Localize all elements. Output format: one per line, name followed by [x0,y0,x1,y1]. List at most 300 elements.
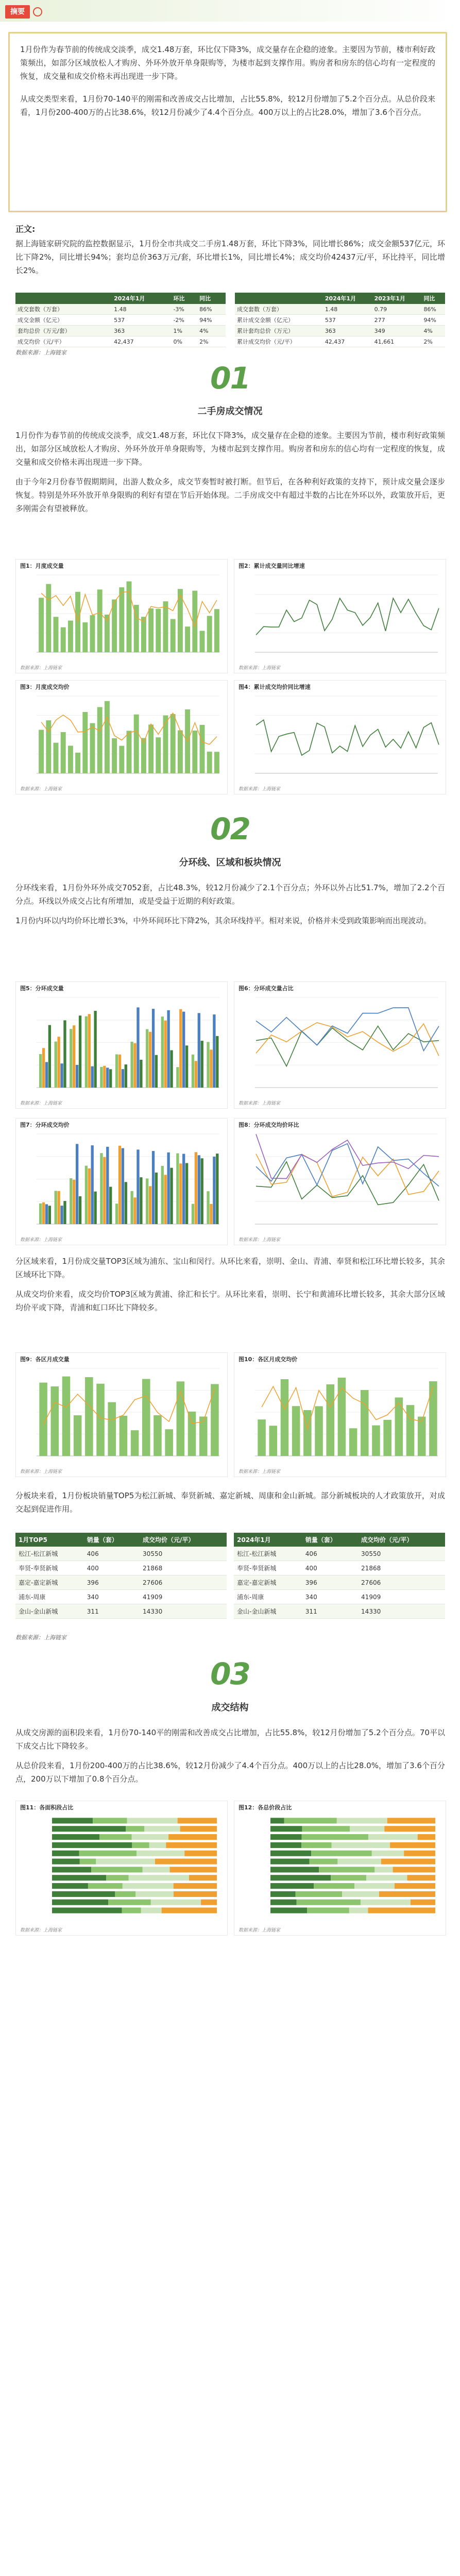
bar [185,1045,188,1088]
section-2-paragraph-1: 分环线来看，1月份外环外成交7052套，占比48.3%，较12月份减少了2.1个百分点；外环以外占比51.7%，增加了2.2个百分点。环线以外成交占比有所增加，或是受益于近期的利好政策。 [15,883,445,906]
section-1-paragraph-2: 由于今年2月份春节假期期间，出游人数众多，成交节奏暂时被打断。但节后，在各种利好政策的支持下，预计成交量会逐步恢复。特别是外环外放开单身限购的利好有望在节后开始体现。二手房成交中有超过半数的占比在外环以外，政策放开后，更多刚需会有望被释放。 [15,477,445,513]
bar [109,1069,112,1088]
bar-segment [270,1818,284,1823]
chart-5-title: 图5：分环成交量 [20,985,64,992]
bar [60,1206,63,1224]
bar-segment [115,1891,135,1897]
stats-left-header-row [15,293,226,304]
bar [140,1177,142,1224]
chart-3-title: 图3：月度成交均价 [20,684,70,690]
bar-segment [368,1908,435,1913]
bar [96,1384,105,1456]
bar [213,1157,215,1224]
top5-left-row [15,1561,227,1575]
bar [88,1014,91,1088]
chart-12 [234,1801,446,1936]
stats-left-cell: 363 [112,326,171,336]
main-label: 正文: [15,224,36,234]
bar [62,1377,71,1456]
bar [207,1191,209,1224]
stats-right-header-cell: 2024年1月 [323,293,372,304]
bar [185,1163,188,1224]
bar [164,1175,167,1224]
bar [207,1042,209,1088]
bar-segment [52,1818,93,1823]
bar [54,617,59,652]
top5-right-cell: 27606 [358,1575,445,1590]
bar [170,1168,173,1224]
bar [372,1426,380,1456]
bar-segment [52,1867,91,1872]
bar [48,1025,51,1088]
series-line [256,1026,439,1066]
bar [211,1384,219,1456]
bar-segment [404,1851,435,1856]
bar [74,1415,82,1456]
bar [100,1067,103,1088]
bar [85,1377,93,1456]
chart-7 [15,1118,228,1245]
bar [176,1067,179,1088]
bar [75,753,80,773]
stats-right-row [235,336,445,347]
stats-left-header-cell [15,293,112,304]
stats-right-header-cell: 2023年1月 [372,293,422,304]
stats-left-cell: -3% [171,304,197,315]
chart-2-source: 数据来源：上海链家 [238,666,281,671]
bar [198,1013,200,1088]
bar-segment [96,1859,155,1865]
stats-table-right [235,293,445,347]
bar-segment [418,1834,435,1840]
chart-1-title: 图1：月度成交量 [20,563,64,569]
bar [207,616,212,652]
bar-segment [162,1908,217,1913]
stats-left-header-cell: 环比 [171,293,197,304]
bar [130,1042,133,1088]
stats-right-row [235,315,445,326]
bar [97,707,103,773]
bar-segment [132,1834,169,1840]
chart-2-title: 图2：累计成交量同比增速 [238,563,305,569]
top5-left-cell: 30550 [140,1547,227,1561]
bar-segment [52,1908,122,1913]
bar-segment [127,1818,178,1823]
bar [115,1054,118,1088]
bar [292,1406,300,1456]
bar [45,1204,48,1224]
bar [179,1163,182,1224]
bar [48,1206,51,1224]
bar [82,622,88,652]
bar-segment [270,1842,301,1848]
chart-1-source: 数据来源：上海链家 [20,666,62,671]
chart-6-title: 图6：分环成交量占比 [238,985,294,992]
top5-right-cell: 30550 [358,1547,445,1561]
bar [106,1147,109,1224]
stats-left-cell: 成交均价（元/平） [15,336,112,347]
top5-left-cell: 340 [84,1590,140,1604]
bar [42,1048,45,1088]
chart-5-source: 数据来源：上海链家 [20,1101,62,1106]
top5-right-row [234,1604,445,1619]
stats-left-cell: 42,437 [112,336,171,347]
bar-segment [52,1900,108,1905]
bar [109,1187,112,1224]
bar [163,601,168,652]
stats-left-cell: 2% [197,336,226,347]
section-2-text-b [15,1255,445,1320]
bar-segment [88,1883,123,1889]
bar-segment [302,1826,350,1832]
bar [192,1204,194,1224]
stats-left-cell: 成交金额（亿元） [15,315,112,326]
bar-segment [270,1875,331,1880]
bar [429,1381,437,1456]
bar [182,1012,185,1088]
bar [188,1412,196,1456]
stats-left-header-cell: 2024年1月 [112,293,171,304]
bar-segment [319,1867,374,1872]
bar-segment [342,1891,379,1897]
bar-segment [393,1867,435,1872]
bar-segment [337,1818,387,1823]
bar [100,1153,103,1224]
section-2-number: 02 [210,811,250,846]
bar [152,1151,155,1224]
bar [326,1384,334,1456]
bar [210,1204,212,1224]
bar [131,1430,139,1456]
stats-left-cell: 成交套数（万套） [15,304,112,315]
chart-8 [234,1118,446,1245]
stats-left-cell: 86% [197,304,226,315]
main-paragraph: 据上海链家研究院的监控数据显示，1月份全市共成交二手房1.48万套，环比下降3%，同比增长86%；成交金额537亿元，环比下降2%，同比增长94%；套均总价363万元/套，环比增长1%，同比增长4%；成交均价42437元/平，环比持平，同比增长2%。 [15,239,445,275]
bar-segment [270,1900,297,1905]
bar [63,1201,66,1224]
bar [154,1415,162,1456]
chart-11 [15,1801,228,1936]
bar-segment [80,1859,96,1865]
bar [108,1402,116,1456]
bar [39,730,44,773]
header-deco-icon [33,7,42,16]
bar-segment [123,1883,174,1889]
bar [198,1155,200,1224]
top5-left-cell: 嘉定-嘉定新城 [15,1575,84,1590]
bar-segment [395,1883,435,1889]
bar-segment [155,1859,217,1865]
section-3-paragraph-1: 从成交房源的面积段来看，1月份70-140平的刚需和改善成交占比增加，占比55.8%，较12月份增加了5.2个百分点。70平以下成交占比下降较多。 [15,1728,445,1751]
chart-4 [234,680,446,794]
chart-11-source: 数据来源：上海链家 [20,1928,62,1933]
bar [214,609,219,652]
stats-right-cell: 349 [372,326,422,336]
bar-segment [301,1842,332,1848]
bar-segment [381,1859,435,1865]
bar [167,1153,169,1224]
stats-right-cell: 363 [323,326,372,336]
section-2-text [15,881,445,934]
bar-segment [309,1859,337,1865]
chart-7-title: 图7：分环成交均价 [20,1122,70,1128]
bar-segment [52,1826,126,1832]
stats-left-row [15,304,226,315]
bar [42,1202,45,1224]
bar [82,712,88,773]
bar [281,1379,289,1456]
stats-right-header-cell: 同比 [421,293,445,304]
top5-right-header-cell: 2024年1月 [234,1533,302,1547]
bar-segment [201,1900,217,1905]
bar [127,731,132,773]
series-line [256,1144,439,1187]
bar [192,731,197,773]
bar [73,1180,75,1224]
chart-6 [234,981,446,1109]
bar [118,1055,121,1088]
bar [156,609,161,652]
bar [214,752,219,773]
bar [51,1386,59,1456]
bar [103,1157,106,1224]
top5-left-cell: 奉贤-奉贤新城 [15,1561,84,1575]
stats-right-cell: 4% [421,326,445,336]
bar-segment [106,1875,129,1880]
bar [133,1043,136,1088]
top5-right-header-row [234,1533,445,1547]
top5-right-cell: 41909 [358,1590,445,1604]
bar-segment [297,1900,361,1905]
section-1-number: 01 [210,361,250,396]
bar [177,1381,185,1456]
stats-right-cell: 累计成交均价（元/平） [235,336,323,347]
section-1-paragraph-1: 1月份作为春节前的传统成交淡季，成交1.48万套，环比仅下降3%，成交量存在企稳的迹象。主要因为节前，楼市利好政策频出，如部分区域放松人才购房、外环外放开单身限购等，为楼市起到支撑作用。购房者和房东的信心均有一定程度的恢复，成交量和成交价格未再出现进一步下降。 [15,431,445,467]
bar [55,1191,57,1224]
bar [130,1191,133,1224]
bar [142,1379,150,1456]
bar-segment [132,1842,149,1848]
top5-left-cell: 400 [84,1561,140,1575]
chart-1 [15,559,228,673]
bar [68,745,73,773]
main-text [15,237,445,283]
bar [79,1196,81,1224]
chart-3 [15,680,228,794]
bar-segment [135,1891,174,1897]
chart-9-title: 图9：各区月成交量 [20,1356,70,1363]
bar [176,1154,179,1224]
bar [122,1148,124,1224]
bar-segment [307,1908,349,1913]
bar-segment [302,1834,368,1840]
chart-9-source: 数据来源：上海链家 [20,1469,62,1475]
bar [70,1178,72,1224]
top5-right-cell: 340 [302,1590,358,1604]
bar [315,1406,323,1456]
bar [171,714,176,773]
stats-right-cell: 86% [421,304,445,315]
stats-table-left [15,293,226,347]
series-line [256,598,439,635]
bar [137,1149,139,1224]
bar [39,598,44,652]
bar [119,746,124,773]
bar [133,1197,136,1224]
bar [195,1152,197,1224]
bar [57,1191,60,1224]
bar-segment [270,1859,309,1865]
section-2-paragraph-5: 分板块来看，1月份板块销量TOP5为松江新城、奉贤新城、嘉定新城、周康和金山新城。部分新城板块的人才政策放开，对成交起到促进作用。 [15,1491,445,1514]
bar [103,1066,106,1088]
bar-segment [390,1842,435,1848]
bar-segment [372,1851,404,1856]
bar-segment [93,1818,127,1823]
bar [149,1186,151,1224]
bar [119,587,124,652]
series-line [256,1162,439,1205]
series-line [256,1008,439,1051]
bar-segment [143,1867,170,1872]
chart-6-source: 数据来源：上海链家 [238,1101,281,1106]
bar [178,731,183,773]
bar-segment [411,1900,435,1905]
bar [182,1154,185,1224]
top5-left-cell: 396 [84,1575,140,1590]
bar-segment [108,1900,151,1905]
bar-segment [52,1891,115,1897]
bar [122,1069,124,1088]
top5-left-header-cell: 1月TOP5 [15,1533,84,1547]
bar-segment [354,1883,395,1889]
top5-left-cell: 14330 [140,1604,227,1619]
series-line [256,1023,439,1056]
bar [216,1154,218,1224]
chart-5 [15,981,228,1109]
top5-left-header-cell: 销量（套） [84,1533,140,1547]
bar-segment [349,1908,368,1913]
bar-segment [141,1908,162,1913]
bar [164,1021,167,1088]
stats-left-row [15,315,226,326]
stats-right-cell: 2% [421,336,445,347]
top5-left-cell: 金山-金山新城 [15,1604,84,1619]
top5-table-right [234,1533,445,1619]
top5-left-cell: 41909 [140,1590,227,1604]
bar [91,1066,94,1088]
bar [68,621,73,652]
chart-7-source: 数据来源：上海链家 [20,1238,62,1243]
bar [118,1146,121,1224]
section-2-paragraph-2: 1月份内环以内均价环比增长3%，中外环间环比下降2%，其余环线持平。相对来说，价格并未受到政策影响而出现波动。 [15,916,432,925]
stats-right-row [235,326,445,336]
bar [94,1192,96,1224]
top5-right-cell: 396 [302,1575,358,1590]
top5-left-row [15,1547,227,1561]
chart-3-source: 数据来源：上海链家 [20,787,62,792]
summary-paragraph-1: 1月份作为春节前的传统成交淡季，成交1.48万套，环比仅下降3%，成交量存在企稳的迹象。主要因为节前，楼市利好政策频出，如部分区域放松人才购房、外环外放开单身限购等，为楼市起到支撑作用。购房者和房东的信心均有一定程度的恢复，成交量和成交价格未再出现进一步下降。 [20,45,435,81]
bar [91,1145,94,1224]
bar [207,752,212,773]
bar [39,1204,42,1224]
bar-segment [407,1875,435,1880]
bar [338,1378,346,1456]
top5-right-cell: 浦东-周康 [234,1590,302,1604]
header-bar [0,0,460,22]
bar-segment [129,1875,189,1880]
bar-segment [189,1875,217,1880]
bar-segment [178,1818,217,1823]
bar [210,1049,212,1088]
top5-right-cell: 21868 [358,1561,445,1575]
bar [55,1042,57,1088]
bar-segment [331,1875,366,1880]
bar-segment [350,1826,384,1832]
top5-right-cell: 400 [302,1561,358,1575]
stats-right-cell: 成交套数（万套） [235,304,323,315]
bar [200,631,205,652]
bar [141,617,146,652]
bar [213,1014,215,1088]
stats-left-header-cell: 同比 [197,293,226,304]
bar [94,1011,96,1088]
bar-segment [52,1834,99,1840]
top5-left-cell: 27606 [140,1575,227,1590]
summary-tab: 摘要 [5,5,30,19]
bar [79,1015,81,1088]
top5-left-header-cell: 成交均价（元/平） [140,1533,227,1547]
bar [155,1173,158,1224]
bar [349,1428,357,1456]
bar-segment [270,1891,296,1897]
bar [361,1390,369,1456]
bar-segment [384,1826,435,1832]
bar [179,1009,182,1088]
bar-segment [170,1867,217,1872]
bar-segment [270,1883,314,1889]
stats-left-row [15,336,226,347]
bar [167,1010,169,1088]
top5-right-row [234,1547,445,1561]
bar [85,1016,88,1088]
bar [418,1417,426,1456]
bar [383,1420,391,1456]
bar [200,725,205,773]
bar [192,1055,194,1088]
bar-segment [99,1834,131,1840]
bar [163,716,168,773]
chart-9 [15,1352,228,1477]
bar [171,619,176,652]
section-3-number: 03 [210,1656,250,1691]
bar [152,1009,155,1088]
bar-segment [52,1859,80,1865]
stats-right-cell: 537 [323,315,372,326]
bar [120,1416,128,1456]
stats-source: 数据来源：上海链家 [15,349,66,356]
bar [148,608,154,652]
bar-segment [284,1818,336,1823]
bar-segment [270,1851,311,1856]
top5-left-cell: 311 [84,1604,140,1619]
bar [76,1144,78,1224]
bar [216,1036,218,1088]
section-1-title: 二手房成交情况 [197,406,263,417]
bar [201,1158,203,1224]
bar [85,1166,88,1224]
bar [269,1426,278,1456]
stats-left-cell: 94% [197,315,226,326]
